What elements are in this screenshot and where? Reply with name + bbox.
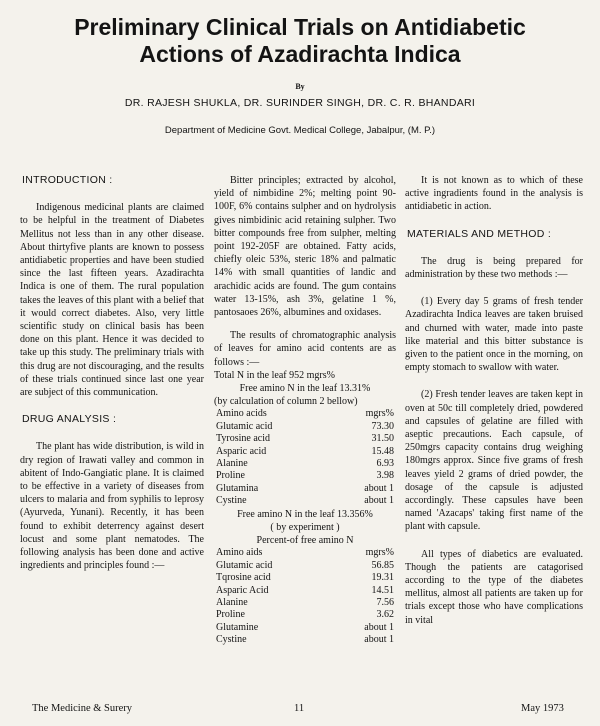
introduction-heading: INTRODUCTION : [22,174,113,186]
table-2-header-unit: mgrs% [365,547,394,559]
affiliation: Department of Medicine Govt. Medical College, Jabalpur, (M. P.) [164,125,436,136]
amino-value: 56.85 [371,559,394,571]
amino-value: about 1 [364,495,394,507]
footer-page-number: 11 [294,703,305,714]
column-1 [20,174,204,572]
table-row [214,585,396,597]
footer-date: May 1973 [521,703,564,714]
table-row [214,458,396,470]
amino-name: Glutamic acid [216,420,273,432]
amino-name: Tyrosine acid [216,433,271,445]
amino-value: about 1 [364,634,394,646]
amino-name: Glutamic acid [216,559,273,571]
table-row [214,572,396,584]
amino-value: 3.98 [376,470,394,482]
amino-name: Proline [216,609,245,621]
column-2 [214,174,396,647]
amino-value: 7.56 [376,596,394,608]
authors: DR. RAJESH SHUKLA, DR. SURINDER SINGH, DR. C. R. BHANDARI [124,97,476,109]
amino-name: Asparic Acid [216,584,269,596]
experiment-note: ( by experiment ) [270,521,340,533]
table-row [214,495,396,507]
amino-table-1 [214,421,396,508]
byline: By [295,82,305,91]
percent-heading: Percent-of free amino N [256,535,354,547]
drug-analysis-paragraph: The plant has wide distribution, is wild in dry region of Irawati valley and common in abitent of Indo-Gangiatic plane. It is claimed to be effective in a variety of diseases from ulcers to malaria and from syphilis to leprosy (Ayurveda, Yunani). Recently, it has been found to exhibit deterrency against desert locust and some plant nematodes. The following analysis has been done and active ingredients and principles found :— [20,441,204,572]
method-2-paragraph: (2) Fresh tender leaves are taken kept in oven at 50c till completely dried, powdered and capsules of gelatine are filled with aseptic precautions. Each capsule, of 250mgrs capacity contains drug weighing 180mgrs approx. Since five grams of fresh leaves yield 2 grams of dried powder, the dosage of the capsule is adjusted accordingly. These capsules have been named 'Azacaps' taking first name of the plant with capsule. [405,389,583,533]
amino-name: Glutamina [216,482,259,494]
free-amino-n-1: Free amino N in the leaf 13.31% [239,383,371,395]
amino-value: 6.93 [376,458,394,470]
table-row [214,433,396,445]
introduction-paragraph: Indigenous medicinal plants are claimed to be helpful in the treatment of Diabetes Mellitus not less than in any other disease. About thirtyfive plants are known to possess antidiabetic properties and have been studied since the last fifteen years. Azadirachta Indica is one of them. The rural population takes the leaves of this plant with a belief that it would correct diabetes. Also, very little scientific study on clinical basis has been done on this plant. Hence it was decided to take up this study. The preliminary trials with this drug are not discouraging, and the results of these trials continued since last one year are subject of this communication. [20,202,204,399]
table-1-header-unit: mgrs% [365,408,394,420]
table-row [214,634,396,646]
drug-analysis-heading: DRUG ANALYSIS : [22,413,117,426]
free-amino-n-2: Free amino N in the leaf 13.356% [237,508,373,520]
amino-value: 15.48 [371,445,394,457]
amino-name: Proline [216,470,245,482]
amino-name: Glutamine [216,621,259,633]
table-row [214,609,396,621]
total-n-line: Total N in the leaf 952 mgrs% [214,369,335,381]
amino-value: 3.62 [376,609,394,621]
table-row [214,483,396,495]
table-row [214,470,396,482]
amino-name: Tqrosine acid [216,572,271,584]
article-title [0,14,600,68]
table-2-header-name: Amino aids [216,547,263,559]
amino-value: about 1 [364,482,394,494]
table-2-header [214,547,396,559]
amino-name: Alanine [216,458,248,470]
diabetics-paragraph: All types of diabetics are evaluated. Though the patients are catagorised according to the type of the diabetes mellitus, almost all patients are taken up for trials except those who have complications in vital [405,548,583,626]
column-3 [405,174,583,627]
amino-value: 73.30 [371,420,394,432]
amino-value: 14.51 [371,584,394,596]
calculation-note: (by calculation of column 2 bellow) [214,396,358,408]
amino-value: about 1 [364,621,394,633]
amino-name: Alanine [216,596,248,608]
title-line-2: Actions of Azadirachta Indica [139,41,461,67]
methods-intro-paragraph: The drug is being prepared for administration by these two methods :— [405,255,583,281]
footer-journal: The Medicine & Surery [32,703,133,714]
materials-method-heading: MATERIALS AND METHOD : [407,227,552,240]
amino-name: Asparic acid [216,445,267,457]
table-row [214,622,396,634]
ingredients-paragraph: It is not known as to which of these active ingradients found in the analysis is antidiabetic in action. [405,175,583,213]
table-1-header-name: Amino acids [216,408,267,420]
bitter-principles-paragraph: Bitter principles; extracted by alcohol, yield of nimbidine 2%; melting point 90-100F, 6% contains sulpher and on hydrolysis gives nimbidinic acid retaining sulpher. Two bitter compounds free from sulpher, melting point 192-205F are obtained. Fatty acids, chiefly oleic 53%, steric 18% and palmatic 14% with small quantities of landic and arachidic acids are found. The gum contains water 13-15%, ash 3%, gelatine 1 %, pantosaoes 26%, albumines and oxidases. [214,175,396,319]
table-row [214,597,396,609]
amino-value: 19.31 [371,572,394,584]
title-line-1: Preliminary Clinical Trials on Antidiabetic [74,14,526,40]
table-row [214,421,396,433]
chromatography-paragraph: The results of chromatographic analysis of leaves for amino acid contents are as follows :— [214,330,396,368]
table-1-header [214,408,396,420]
table-row [214,560,396,572]
amino-name: Cystine [216,495,247,507]
amino-table-2 [214,560,396,647]
table-row [214,446,396,458]
method-1-paragraph: (1) Every day 5 grams of fresh tender Azadirachta Indica leaves are taken bruised and churned with water, made into paste like material and this bitter substance is given to the patient once in the morning, on empty stomach to swallow with water. [405,296,583,374]
amino-name: Cystine [216,634,247,646]
amino-value: 31.50 [371,433,394,445]
